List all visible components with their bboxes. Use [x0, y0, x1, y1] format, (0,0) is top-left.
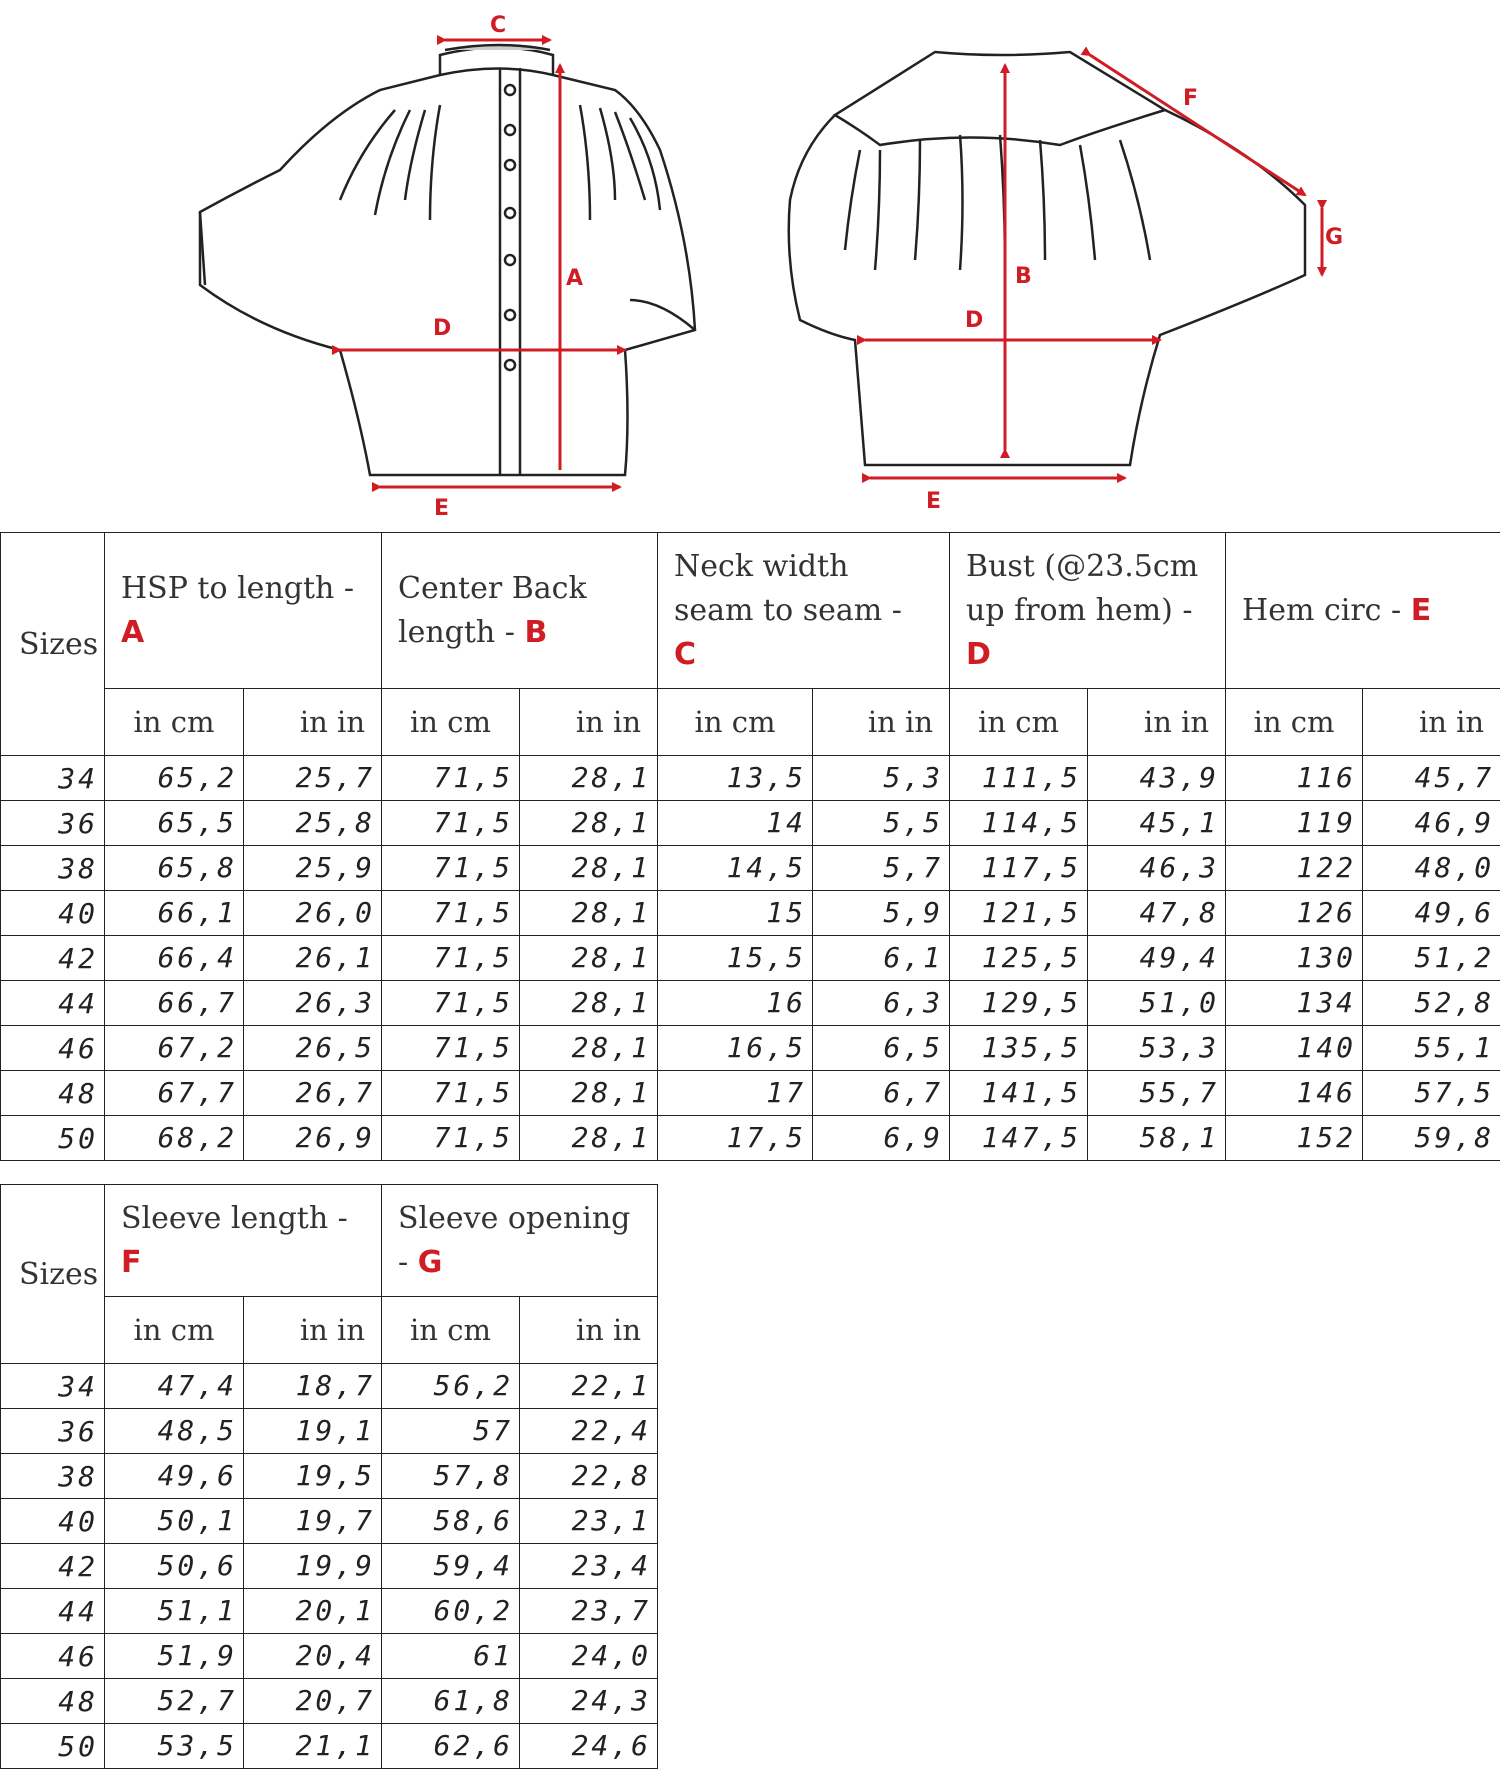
- value-cell: 5,5: [813, 801, 950, 846]
- value-cell: 17,5: [658, 1116, 813, 1161]
- table-row: [1, 1499, 658, 1544]
- value-cell: 26,7: [244, 1071, 382, 1116]
- value-cell: 26,1: [244, 936, 382, 981]
- value-cell: 50,6: [105, 1544, 244, 1589]
- column-header-f: Sleeve length - F: [105, 1185, 382, 1297]
- value-cell: 50,1: [105, 1499, 244, 1544]
- value-cell: 23,7: [520, 1589, 658, 1634]
- value-cell: 28,1: [520, 936, 658, 981]
- value-cell: 26,5: [244, 1026, 382, 1071]
- table-row: [1, 1071, 1500, 1116]
- size-cell: 38: [1, 846, 105, 891]
- value-cell: 17: [658, 1071, 813, 1116]
- value-cell: 16,5: [658, 1026, 813, 1071]
- size-cell: 50: [1, 1724, 105, 1769]
- value-cell: 116: [1226, 756, 1363, 801]
- value-cell: 53,5: [105, 1724, 244, 1769]
- value-cell: 117,5: [950, 846, 1088, 891]
- value-cell: 55,7: [1088, 1071, 1226, 1116]
- label-C: C: [490, 13, 507, 38]
- value-cell: 71,5: [382, 891, 520, 936]
- value-cell: 23,4: [520, 1544, 658, 1589]
- table-row: [1, 1544, 658, 1589]
- value-cell: 121,5: [950, 891, 1088, 936]
- value-cell: 16: [658, 981, 813, 1026]
- unit-in: in in: [813, 689, 950, 756]
- value-cell: 55,1: [1363, 1026, 1500, 1071]
- column-header-c: Neck width seam to seam - C: [658, 533, 950, 689]
- value-cell: 58,1: [1088, 1116, 1226, 1161]
- label-D-back: D: [965, 308, 984, 333]
- table-row: [1, 1724, 658, 1769]
- table-row: [1, 756, 1500, 801]
- value-cell: 20,7: [244, 1679, 382, 1724]
- table-row: [1, 981, 1500, 1026]
- value-cell: 51,9: [105, 1634, 244, 1679]
- value-cell: 52,7: [105, 1679, 244, 1724]
- dimension-arrows: [340, 40, 1322, 487]
- value-cell: 65,5: [105, 801, 244, 846]
- back-view-drawing: [789, 52, 1305, 465]
- value-cell: 51,0: [1088, 981, 1226, 1026]
- value-cell: 26,0: [244, 891, 382, 936]
- value-cell: 23,1: [520, 1499, 658, 1544]
- value-cell: 43,9: [1088, 756, 1226, 801]
- size-cell: 40: [1, 891, 105, 936]
- value-cell: 57: [382, 1409, 520, 1454]
- value-cell: 65,8: [105, 846, 244, 891]
- label-B: B: [1015, 264, 1032, 289]
- value-cell: 51,1: [105, 1589, 244, 1634]
- table-row: [1, 1364, 658, 1409]
- size-cell: 44: [1, 981, 105, 1026]
- value-cell: 24,0: [520, 1634, 658, 1679]
- table-row: [1, 891, 1500, 936]
- value-cell: 71,5: [382, 1026, 520, 1071]
- table-row: [1, 1026, 1500, 1071]
- value-cell: 66,4: [105, 936, 244, 981]
- garment-technical-drawing: [0, 0, 1500, 530]
- table-row: [1, 801, 1500, 846]
- value-cell: 14,5: [658, 846, 813, 891]
- column-header-e: Hem circ - E: [1226, 533, 1500, 689]
- column-header-d: Bust (@23.5cm up from hem) - D: [950, 533, 1226, 689]
- unit-in: in in: [244, 1297, 382, 1364]
- value-cell: 126: [1226, 891, 1363, 936]
- value-cell: 46,9: [1363, 801, 1500, 846]
- value-cell: 26,9: [244, 1116, 382, 1161]
- value-cell: 48,5: [105, 1409, 244, 1454]
- value-cell: 147,5: [950, 1116, 1088, 1161]
- size-cell: 46: [1, 1026, 105, 1071]
- value-cell: 14: [658, 801, 813, 846]
- size-chart-table-main: [0, 532, 1500, 1161]
- unit-cm: in cm: [382, 1297, 520, 1364]
- value-cell: 152: [1226, 1116, 1363, 1161]
- value-cell: 47,8: [1088, 891, 1226, 936]
- value-cell: 140: [1226, 1026, 1363, 1071]
- table-row: [1, 846, 1500, 891]
- unit-in: in in: [1363, 689, 1500, 756]
- table-row: [1, 1589, 658, 1634]
- value-cell: 66,7: [105, 981, 244, 1026]
- value-cell: 6,1: [813, 936, 950, 981]
- size-cell: 44: [1, 1589, 105, 1634]
- value-cell: 6,9: [813, 1116, 950, 1161]
- value-cell: 57,5: [1363, 1071, 1500, 1116]
- size-cell: 42: [1, 936, 105, 981]
- table-row: [1, 1679, 658, 1724]
- value-cell: 67,7: [105, 1071, 244, 1116]
- value-cell: 28,1: [520, 801, 658, 846]
- value-cell: 28,1: [520, 891, 658, 936]
- value-cell: 52,8: [1363, 981, 1500, 1026]
- value-cell: 134: [1226, 981, 1363, 1026]
- unit-cm: in cm: [382, 689, 520, 756]
- size-cell: 34: [1, 756, 105, 801]
- value-cell: 24,3: [520, 1679, 658, 1724]
- column-header-a: HSP to length - A: [105, 533, 382, 689]
- value-cell: 47,4: [105, 1364, 244, 1409]
- value-cell: 45,7: [1363, 756, 1500, 801]
- value-cell: 45,1: [1088, 801, 1226, 846]
- value-cell: 59,8: [1363, 1116, 1500, 1161]
- table-row: [1, 1634, 658, 1679]
- label-D-front: D: [433, 316, 452, 341]
- value-cell: 125,5: [950, 936, 1088, 981]
- value-cell: 6,7: [813, 1071, 950, 1116]
- size-cell: 38: [1, 1454, 105, 1499]
- unit-cm: in cm: [105, 1297, 244, 1364]
- value-cell: 6,3: [813, 981, 950, 1026]
- value-cell: 28,1: [520, 1026, 658, 1071]
- table-row: [1, 936, 1500, 981]
- value-cell: 20,1: [244, 1589, 382, 1634]
- value-cell: 61: [382, 1634, 520, 1679]
- size-cell: 34: [1, 1364, 105, 1409]
- value-cell: 129,5: [950, 981, 1088, 1026]
- value-cell: 111,5: [950, 756, 1088, 801]
- size-cell: 48: [1, 1679, 105, 1724]
- table-row: [1, 1116, 1500, 1161]
- value-cell: 28,1: [520, 1071, 658, 1116]
- value-cell: 49,6: [105, 1454, 244, 1499]
- value-cell: 71,5: [382, 801, 520, 846]
- value-cell: 13,5: [658, 756, 813, 801]
- column-header-b: Center Back length - B: [382, 533, 658, 689]
- table-row: [1, 1454, 658, 1499]
- value-cell: 5,7: [813, 846, 950, 891]
- value-cell: 71,5: [382, 936, 520, 981]
- front-view-drawing: [200, 45, 695, 475]
- value-cell: 25,9: [244, 846, 382, 891]
- label-G: G: [1325, 225, 1344, 250]
- value-cell: 114,5: [950, 801, 1088, 846]
- value-cell: 21,1: [244, 1724, 382, 1769]
- value-cell: 5,3: [813, 756, 950, 801]
- value-cell: 25,8: [244, 801, 382, 846]
- value-cell: 28,1: [520, 756, 658, 801]
- value-cell: 67,2: [105, 1026, 244, 1071]
- value-cell: 49,6: [1363, 891, 1500, 936]
- value-cell: 48,0: [1363, 846, 1500, 891]
- value-cell: 18,7: [244, 1364, 382, 1409]
- value-cell: 51,2: [1363, 936, 1500, 981]
- value-cell: 57,8: [382, 1454, 520, 1499]
- value-cell: 25,7: [244, 756, 382, 801]
- unit-row: [1, 689, 1500, 756]
- size-cell: 48: [1, 1071, 105, 1116]
- table2-body: [1, 1364, 658, 1769]
- value-cell: 46,3: [1088, 846, 1226, 891]
- value-cell: 122: [1226, 846, 1363, 891]
- size-cell: 46: [1, 1634, 105, 1679]
- value-cell: 20,4: [244, 1634, 382, 1679]
- table-row: [1, 1409, 658, 1454]
- unit-in: in in: [520, 689, 658, 756]
- value-cell: 28,1: [520, 1116, 658, 1161]
- label-E-back: E: [926, 489, 942, 514]
- size-cell: 40: [1, 1499, 105, 1544]
- value-cell: 71,5: [382, 846, 520, 891]
- value-cell: 71,5: [382, 1071, 520, 1116]
- value-cell: 59,4: [382, 1544, 520, 1589]
- value-cell: 146: [1226, 1071, 1363, 1116]
- value-cell: 66,1: [105, 891, 244, 936]
- value-cell: 22,8: [520, 1454, 658, 1499]
- size-cell: 36: [1, 1409, 105, 1454]
- table1-body: [1, 756, 1500, 1161]
- value-cell: 61,8: [382, 1679, 520, 1724]
- value-cell: 19,9: [244, 1544, 382, 1589]
- column-header-g: Sleeve opening - G: [382, 1185, 658, 1297]
- value-cell: 28,1: [520, 846, 658, 891]
- size-cell: 50: [1, 1116, 105, 1161]
- value-cell: 22,1: [520, 1364, 658, 1409]
- value-cell: 130: [1226, 936, 1363, 981]
- unit-in: in in: [244, 689, 382, 756]
- size-chart-table-sleeve: [0, 1184, 658, 1769]
- unit-in: in in: [1088, 689, 1226, 756]
- value-cell: 15: [658, 891, 813, 936]
- label-A: A: [566, 266, 584, 291]
- value-cell: 5,9: [813, 891, 950, 936]
- value-cell: 26,3: [244, 981, 382, 1026]
- value-cell: 71,5: [382, 756, 520, 801]
- value-cell: 6,5: [813, 1026, 950, 1071]
- unit-cm: in cm: [658, 689, 813, 756]
- value-cell: 56,2: [382, 1364, 520, 1409]
- value-cell: 119: [1226, 801, 1363, 846]
- value-cell: 58,6: [382, 1499, 520, 1544]
- sizes-header: Sizes: [1, 1185, 105, 1364]
- value-cell: 65,2: [105, 756, 244, 801]
- value-cell: 28,1: [520, 981, 658, 1026]
- unit-cm: in cm: [1226, 689, 1363, 756]
- value-cell: 24,6: [520, 1724, 658, 1769]
- label-F: F: [1183, 86, 1199, 111]
- value-cell: 71,5: [382, 981, 520, 1026]
- value-cell: 19,1: [244, 1409, 382, 1454]
- value-cell: 68,2: [105, 1116, 244, 1161]
- value-cell: 19,5: [244, 1454, 382, 1499]
- value-cell: 62,6: [382, 1724, 520, 1769]
- value-cell: 49,4: [1088, 936, 1226, 981]
- value-cell: 135,5: [950, 1026, 1088, 1071]
- value-cell: 15,5: [658, 936, 813, 981]
- unit-cm: in cm: [950, 689, 1088, 756]
- value-cell: 19,7: [244, 1499, 382, 1544]
- sizes-header: Sizes: [1, 533, 105, 756]
- label-E-front: E: [434, 496, 450, 521]
- value-cell: 141,5: [950, 1071, 1088, 1116]
- size-cell: 36: [1, 801, 105, 846]
- value-cell: 60,2: [382, 1589, 520, 1634]
- unit-in: in in: [520, 1297, 658, 1364]
- dimension-letters: [433, 13, 1343, 521]
- size-cell: 42: [1, 1544, 105, 1589]
- value-cell: 71,5: [382, 1116, 520, 1161]
- unit-cm: in cm: [105, 689, 244, 756]
- value-cell: 22,4: [520, 1409, 658, 1454]
- value-cell: 53,3: [1088, 1026, 1226, 1071]
